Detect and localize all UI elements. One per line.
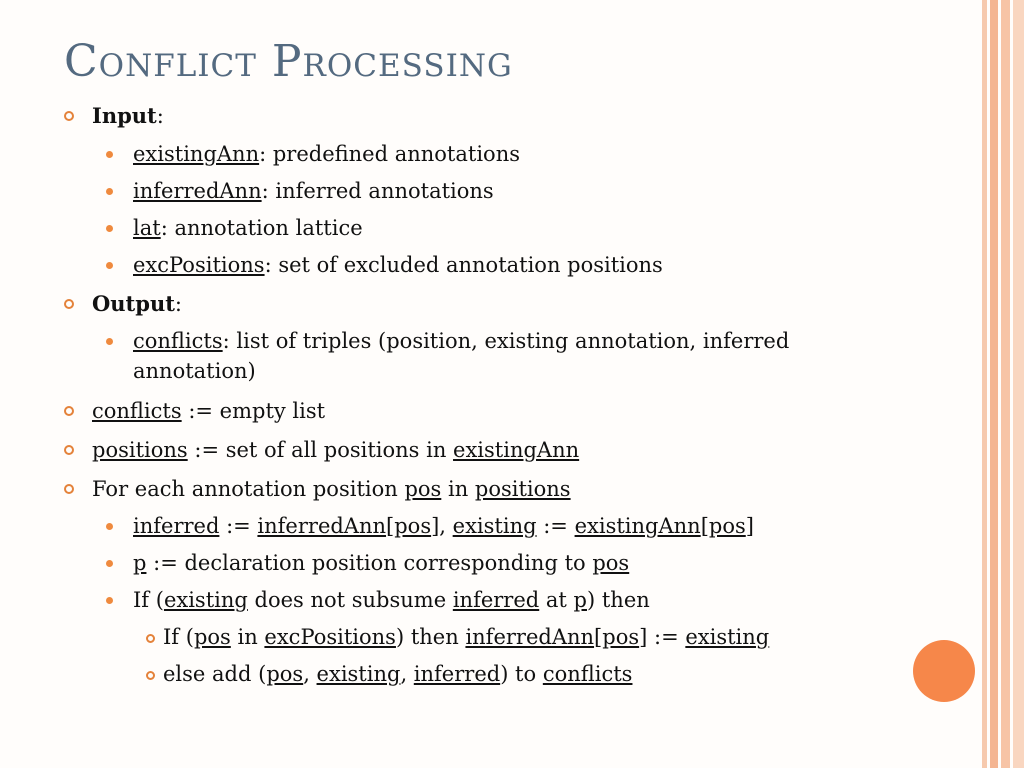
text-segment: ], — [431, 514, 453, 538]
underlined-term: pos — [708, 514, 746, 538]
bullet-line — [92, 437, 579, 463]
text-segment: ] := — [639, 625, 686, 649]
underlined-term: pos — [602, 625, 640, 649]
underlined-term: inferredAnn — [133, 179, 262, 203]
bullet-icon — [106, 523, 113, 530]
bullet-line — [133, 252, 663, 278]
bullet-line — [133, 358, 256, 384]
text-segment: ) then — [586, 588, 650, 612]
underlined-term: existing — [452, 514, 537, 538]
bold-label: Output — [92, 291, 175, 316]
text-segment: : predefined annotations — [259, 142, 520, 166]
underlined-term: pos — [394, 514, 432, 538]
bullet-icon — [146, 634, 155, 643]
bullet-line — [133, 587, 650, 613]
bullet-icon — [64, 406, 74, 416]
text-segment: [ — [594, 625, 603, 649]
underlined-term: inferredAnn — [257, 514, 387, 538]
text-segment: else add ( — [163, 662, 267, 686]
bullet-icon — [106, 188, 113, 195]
bullet-icon — [106, 262, 113, 269]
bullet-icon — [106, 338, 113, 345]
underlined-term: excPositions — [133, 253, 265, 277]
text-segment: := empty list — [181, 399, 326, 423]
decor-stripe — [1001, 0, 1010, 768]
text-segment: := declaration position corresponding to — [146, 551, 593, 575]
underlined-term: existingAnn — [574, 514, 701, 538]
bullet-line — [133, 328, 789, 354]
underlined-term: pos — [266, 662, 304, 686]
text-segment: If ( — [133, 588, 164, 612]
underlined-term: p — [133, 551, 147, 575]
bullet-icon — [146, 671, 155, 680]
decor-stripe — [1013, 0, 1024, 768]
text-segment: : inferred annotations — [261, 179, 494, 203]
underlined-term: existingAnn — [133, 142, 260, 166]
text-segment: : set of excluded annotation positions — [264, 253, 663, 277]
decor-stripe — [990, 0, 998, 768]
bullet-line — [163, 624, 769, 650]
underlined-term: excPositions — [264, 625, 396, 649]
underlined-term: inferred — [133, 514, 220, 538]
underlined-term: pos — [592, 551, 630, 575]
bullet-line — [163, 661, 632, 687]
underlined-term: existing — [163, 588, 248, 612]
text-segment: ] — [745, 514, 754, 538]
underlined-term: conflicts — [542, 662, 633, 686]
text-segment: annotation) — [133, 359, 256, 383]
underlined-term: pos — [404, 477, 442, 501]
bullet-line — [133, 178, 494, 204]
slide-title: Conflict Processing — [64, 36, 513, 87]
text-segment: For each annotation position — [92, 477, 405, 501]
text-segment: does not subsume — [247, 588, 453, 612]
underlined-term: existingAnn — [453, 438, 580, 462]
bullet-line — [133, 550, 629, 576]
underlined-term: inferred — [413, 662, 501, 686]
bullet-icon — [106, 597, 113, 604]
text-segment: ) then — [395, 625, 466, 649]
underlined-term: positions — [474, 477, 571, 501]
text-segment: := — [219, 514, 258, 538]
bullet-icon — [64, 299, 74, 309]
text-segment: := set of all positions in — [187, 438, 454, 462]
underlined-term: conflicts — [133, 329, 223, 353]
text-segment: : — [156, 104, 164, 128]
bold-label: Input — [92, 103, 157, 128]
underlined-term: existing — [316, 662, 401, 686]
text-segment: in — [230, 625, 265, 649]
underlined-term: inferred — [452, 588, 540, 612]
bullet-icon — [106, 225, 113, 232]
underlined-term: p — [573, 588, 587, 612]
text-segment: [ — [700, 514, 709, 538]
bullet-line — [133, 215, 363, 241]
text-segment: : — [174, 292, 182, 316]
decor-circle — [913, 640, 975, 702]
bullet-line — [133, 513, 754, 539]
text-segment: in — [441, 477, 475, 501]
underlined-term: existing — [685, 625, 770, 649]
bullet-line — [92, 291, 182, 317]
bullet-line — [92, 103, 164, 129]
underlined-term: conflicts — [92, 399, 182, 423]
text-segment: , — [303, 662, 317, 686]
underlined-term: positions — [92, 438, 188, 462]
bullet-line — [133, 141, 520, 167]
text-segment: : list of triples (position, existing annotation, inferred — [222, 329, 790, 353]
text-segment: If ( — [163, 625, 194, 649]
bullet-icon — [106, 151, 113, 158]
bullet-line — [92, 398, 325, 424]
bullet-line — [92, 476, 571, 502]
bullet-icon — [64, 111, 74, 121]
text-segment: := — [536, 514, 575, 538]
bullet-icon — [106, 560, 113, 567]
text-segment: , — [400, 662, 414, 686]
text-segment: ) to — [500, 662, 543, 686]
decor-stripe — [982, 0, 987, 768]
bullet-icon — [64, 445, 74, 455]
text-segment: : annotation lattice — [160, 216, 363, 240]
underlined-term: pos — [193, 625, 231, 649]
underlined-term: lat — [133, 216, 161, 240]
text-segment: [ — [386, 514, 395, 538]
underlined-term: inferredAnn — [465, 625, 595, 649]
bullet-icon — [64, 484, 74, 494]
text-segment: at — [539, 588, 574, 612]
